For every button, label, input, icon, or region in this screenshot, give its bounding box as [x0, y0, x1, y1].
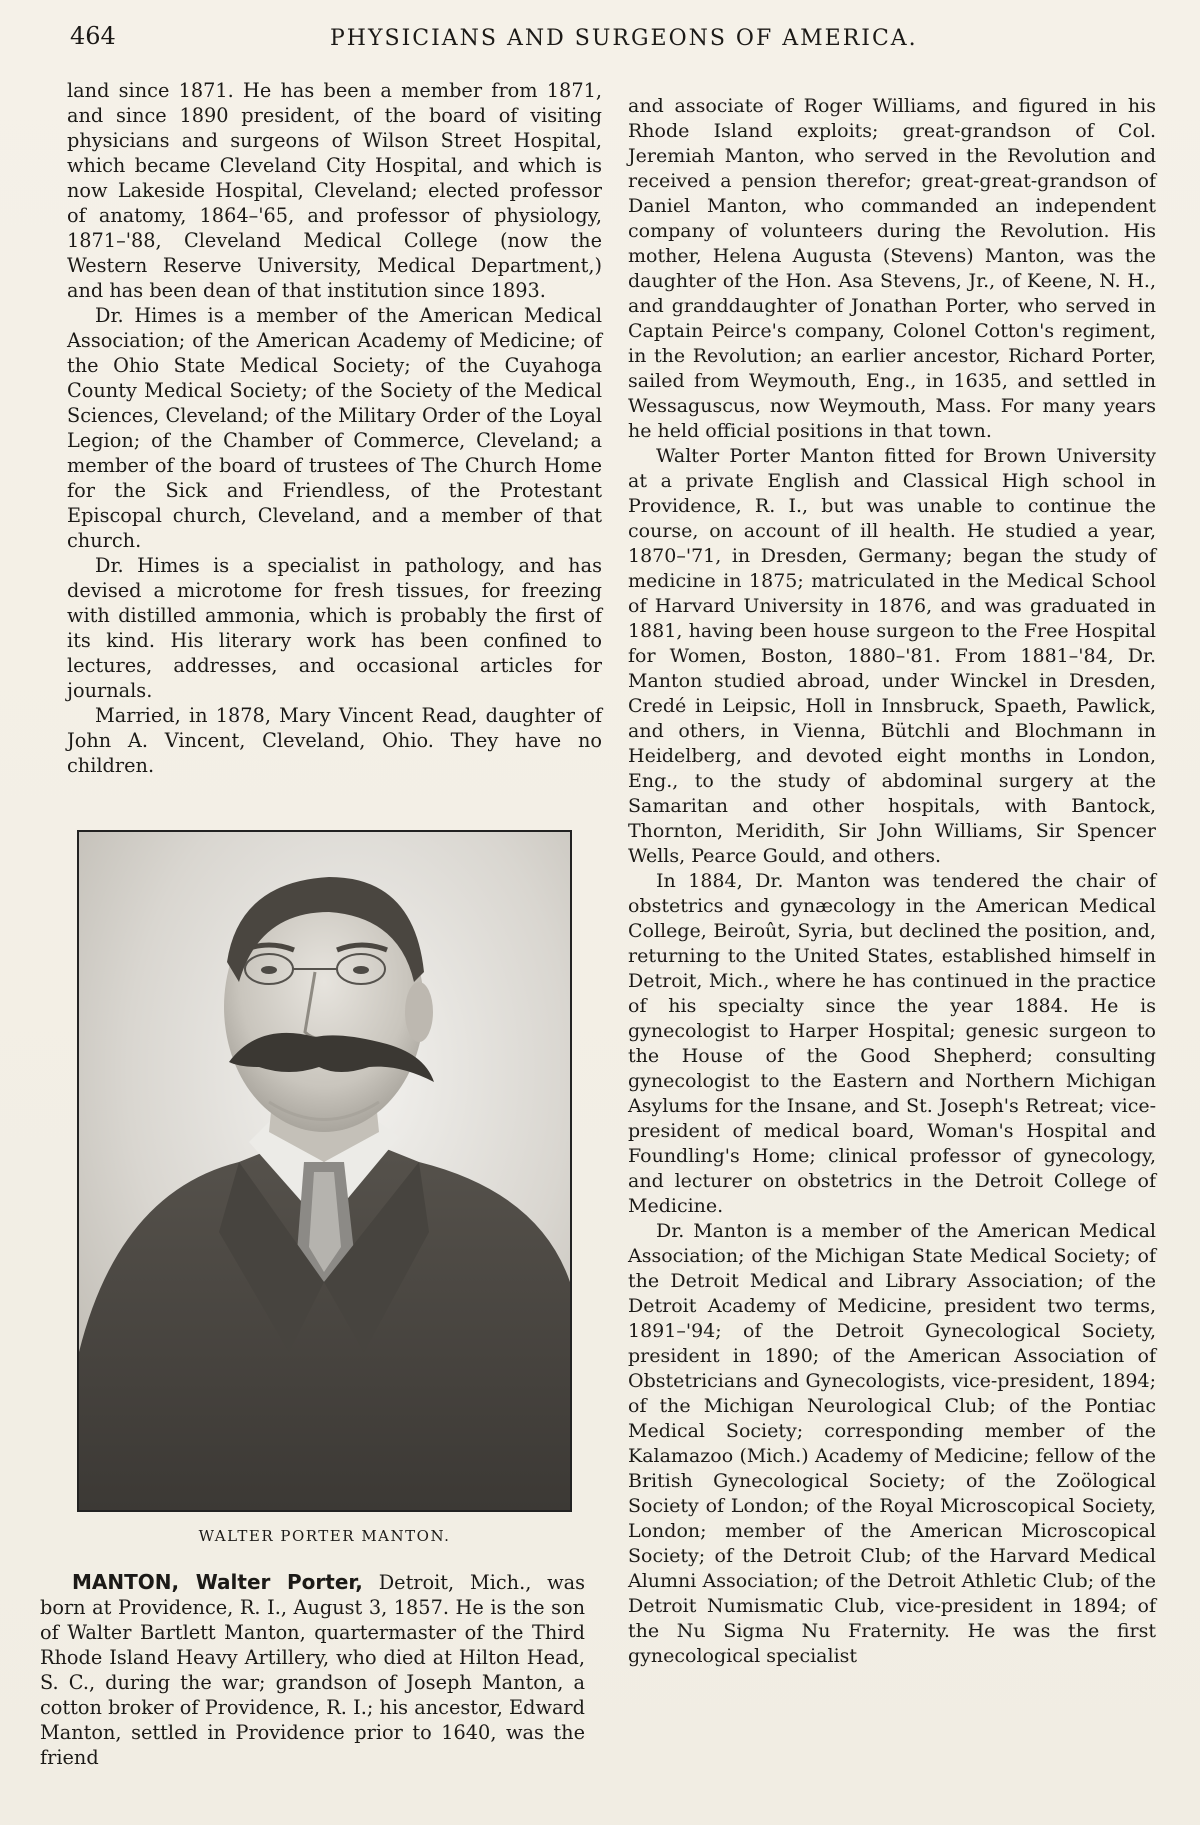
left-paragraph-2: Dr. Himes is a member of the American Medical Association; of the American Academy of Medicine; of the Ohio State Medical Society; of the Cuyahoga County Medical Society; of the Society of the Medical Sciences, Cleveland; of the Military Order of the Loyal Legion; of the Chamber of Commerce, Cleveland; a member of the board of trustees of The Church Home for the Sick and Friendless, of the Protestant Episcopal church, Cleveland, and a member of that church. — [67, 304, 602, 552]
portrait-photo — [77, 830, 572, 1512]
right-paragraph-4: Dr. Manton is a member of the American Medical Association; of the Michigan State Medical Society; of the Detroit Medical and Library Association; of the Detroit Academy of Medicine, president two terms, 1891–'94; of the Detroit Gynecological Society, president in 1890; of the American Association of Obstetricians and Gynecologists, vice-president, 1894; of the Michigan Neurological Club; of the Pontiac Medical Society; corresponding member of the Kalamazoo (Mich.) Academy of Medicine; fellow of the British Gynecological Society; of the Zoölogical Society of London; of the Royal Microscopical Society, London; member of the American Microscopical Society; of the Detroit Club; of the Harvard Medical Alumni Association; of the Detroit Athletic Club; of the Detroit Numismatic Club, vice-president in 1894; of the Nu Sigma Nu Fraternity. He was the first gynecological specialist — [628, 1220, 1156, 1667]
bio-heading: MANTON, Walter Porter, — [72, 1570, 363, 1594]
right-paragraph-2: Walter Porter Manton fitted for Brown University at a private English and Classical High school in Providence, R. I., but was unable to continue the course, on account of ill health. He studied a year, 1870–'71, in Dresden, Germany; began the study of medicine in 1875; matriculated in the Medical School of Harvard University in 1876, and was graduated in 1881, having been house surgeon to the Free Hospital for Women, Boston, 1880–'81. From 1881–'84, Dr. Manton studied abroad, under Winckel in Dresden, Credé in Leipsic, Holl in Innsbruck, Spaeth, Pawlick, and others, in Vienna, Bütchli and Blochmann in Heidelberg, and devoted eight months in London, Eng., to the study of abdominal surgery at the Samaritan and other hospitals, with Bantock, Thornton, Meridith, Sir John Williams, Sir Spencer Wells, Pearce Gould, and others. — [628, 445, 1156, 867]
right-paragraph-1: and associate of Roger Williams, and figured in his Rhode Island exploits; great-grandson of Col. Jeremiah Manton, who served in the Revolution and received a pension therefor; great-great-grandson of Daniel Manton, who commanded an independent company of volunteers during the Revolution. His mother, Helena Augusta (Stevens) Manton, was the daughter of the Hon. Asa Stevens, Jr., of Keene, N. H., and granddaughter of Jonathan Porter, who served in Captain Peirce's company, Colonel Cotton's regiment, in the Revolution; an earlier ancestor, Richard Porter, sailed from Weymouth, Eng., in 1635, and settled in Wessaguscus, now Weymouth, Mass. For many years he held official positions in that town. — [628, 95, 1156, 442]
left-paragraph-3: Dr. Himes is a specialist in pathology, and has devised a microtome for fresh tissues, for freezing with distilled ammonia, which is probably the first of its kind. His literary work has been confined to lectures, addresses, and occasional articles for journals. — [67, 554, 602, 702]
running-head: PHYSICIANS AND SURGEONS OF AMERICA. — [330, 26, 918, 51]
portrait-illustration — [79, 832, 570, 1510]
left-column — [67, 78, 602, 778]
left-paragraph-4: Married, in 1878, Mary Vincent Read, daughter of John A. Vincent, Cleveland, Ohio. They have no children. — [67, 704, 602, 777]
right-column — [628, 94, 1156, 1669]
left-paragraph-1: land since 1871. He has been a member from 1871, and since 1890 president, of the board of visiting physicians and surgeons of Wilson Street Hospital, which became Cleveland City Hospital, and which is now Lakeside Hospital, Cleveland; elected professor of anatomy, 1864–'65, and professor of physiology, 1871–'88, Cleveland Medical College (now the Western Reserve University, Medical Department,) and has been dean of that institution since 1893. — [67, 79, 602, 302]
manton-biography-start — [40, 1570, 585, 1770]
portrait-caption: WALTER PORTER MANTON. — [198, 1527, 451, 1545]
bio-text: Detroit, Mich., was born at Providence, R. I., August 3, 1857. He is the son of Walter Bartlett Manton, quartermaster of the Third Rhode Island Heavy Artillery, who died at Hilton Head, S. C., during the war; grandson of Joseph Manton, a cotton broker of Providence, R. I.; his ancestor, Edward Manton, settled in Providence prior to 1640, was the friend — [40, 1571, 586, 1769]
page-number: 464 — [70, 22, 116, 50]
right-paragraph-3: In 1884, Dr. Manton was tendered the chair of obstetrics and gynæcology in the American Medical College, Beiroût, Syria, but declined the position, and, returning to the United States, established himself in Detroit, Mich., where he has continued in the practice of his specialty since the year 1884. He is gynecologist to Harper Hospital; genesic surgeon to the House of the Good Shepherd; consulting gynecologist to the Eastern and Northern Michigan Asylums for the Insane, and St. Joseph's Retreat; vice-president of medical board, Woman's Hospital and Foundling's Home; clinical professor of gynecology, and lecturer on obstetrics in the Detroit College of Medicine. — [628, 870, 1156, 1217]
